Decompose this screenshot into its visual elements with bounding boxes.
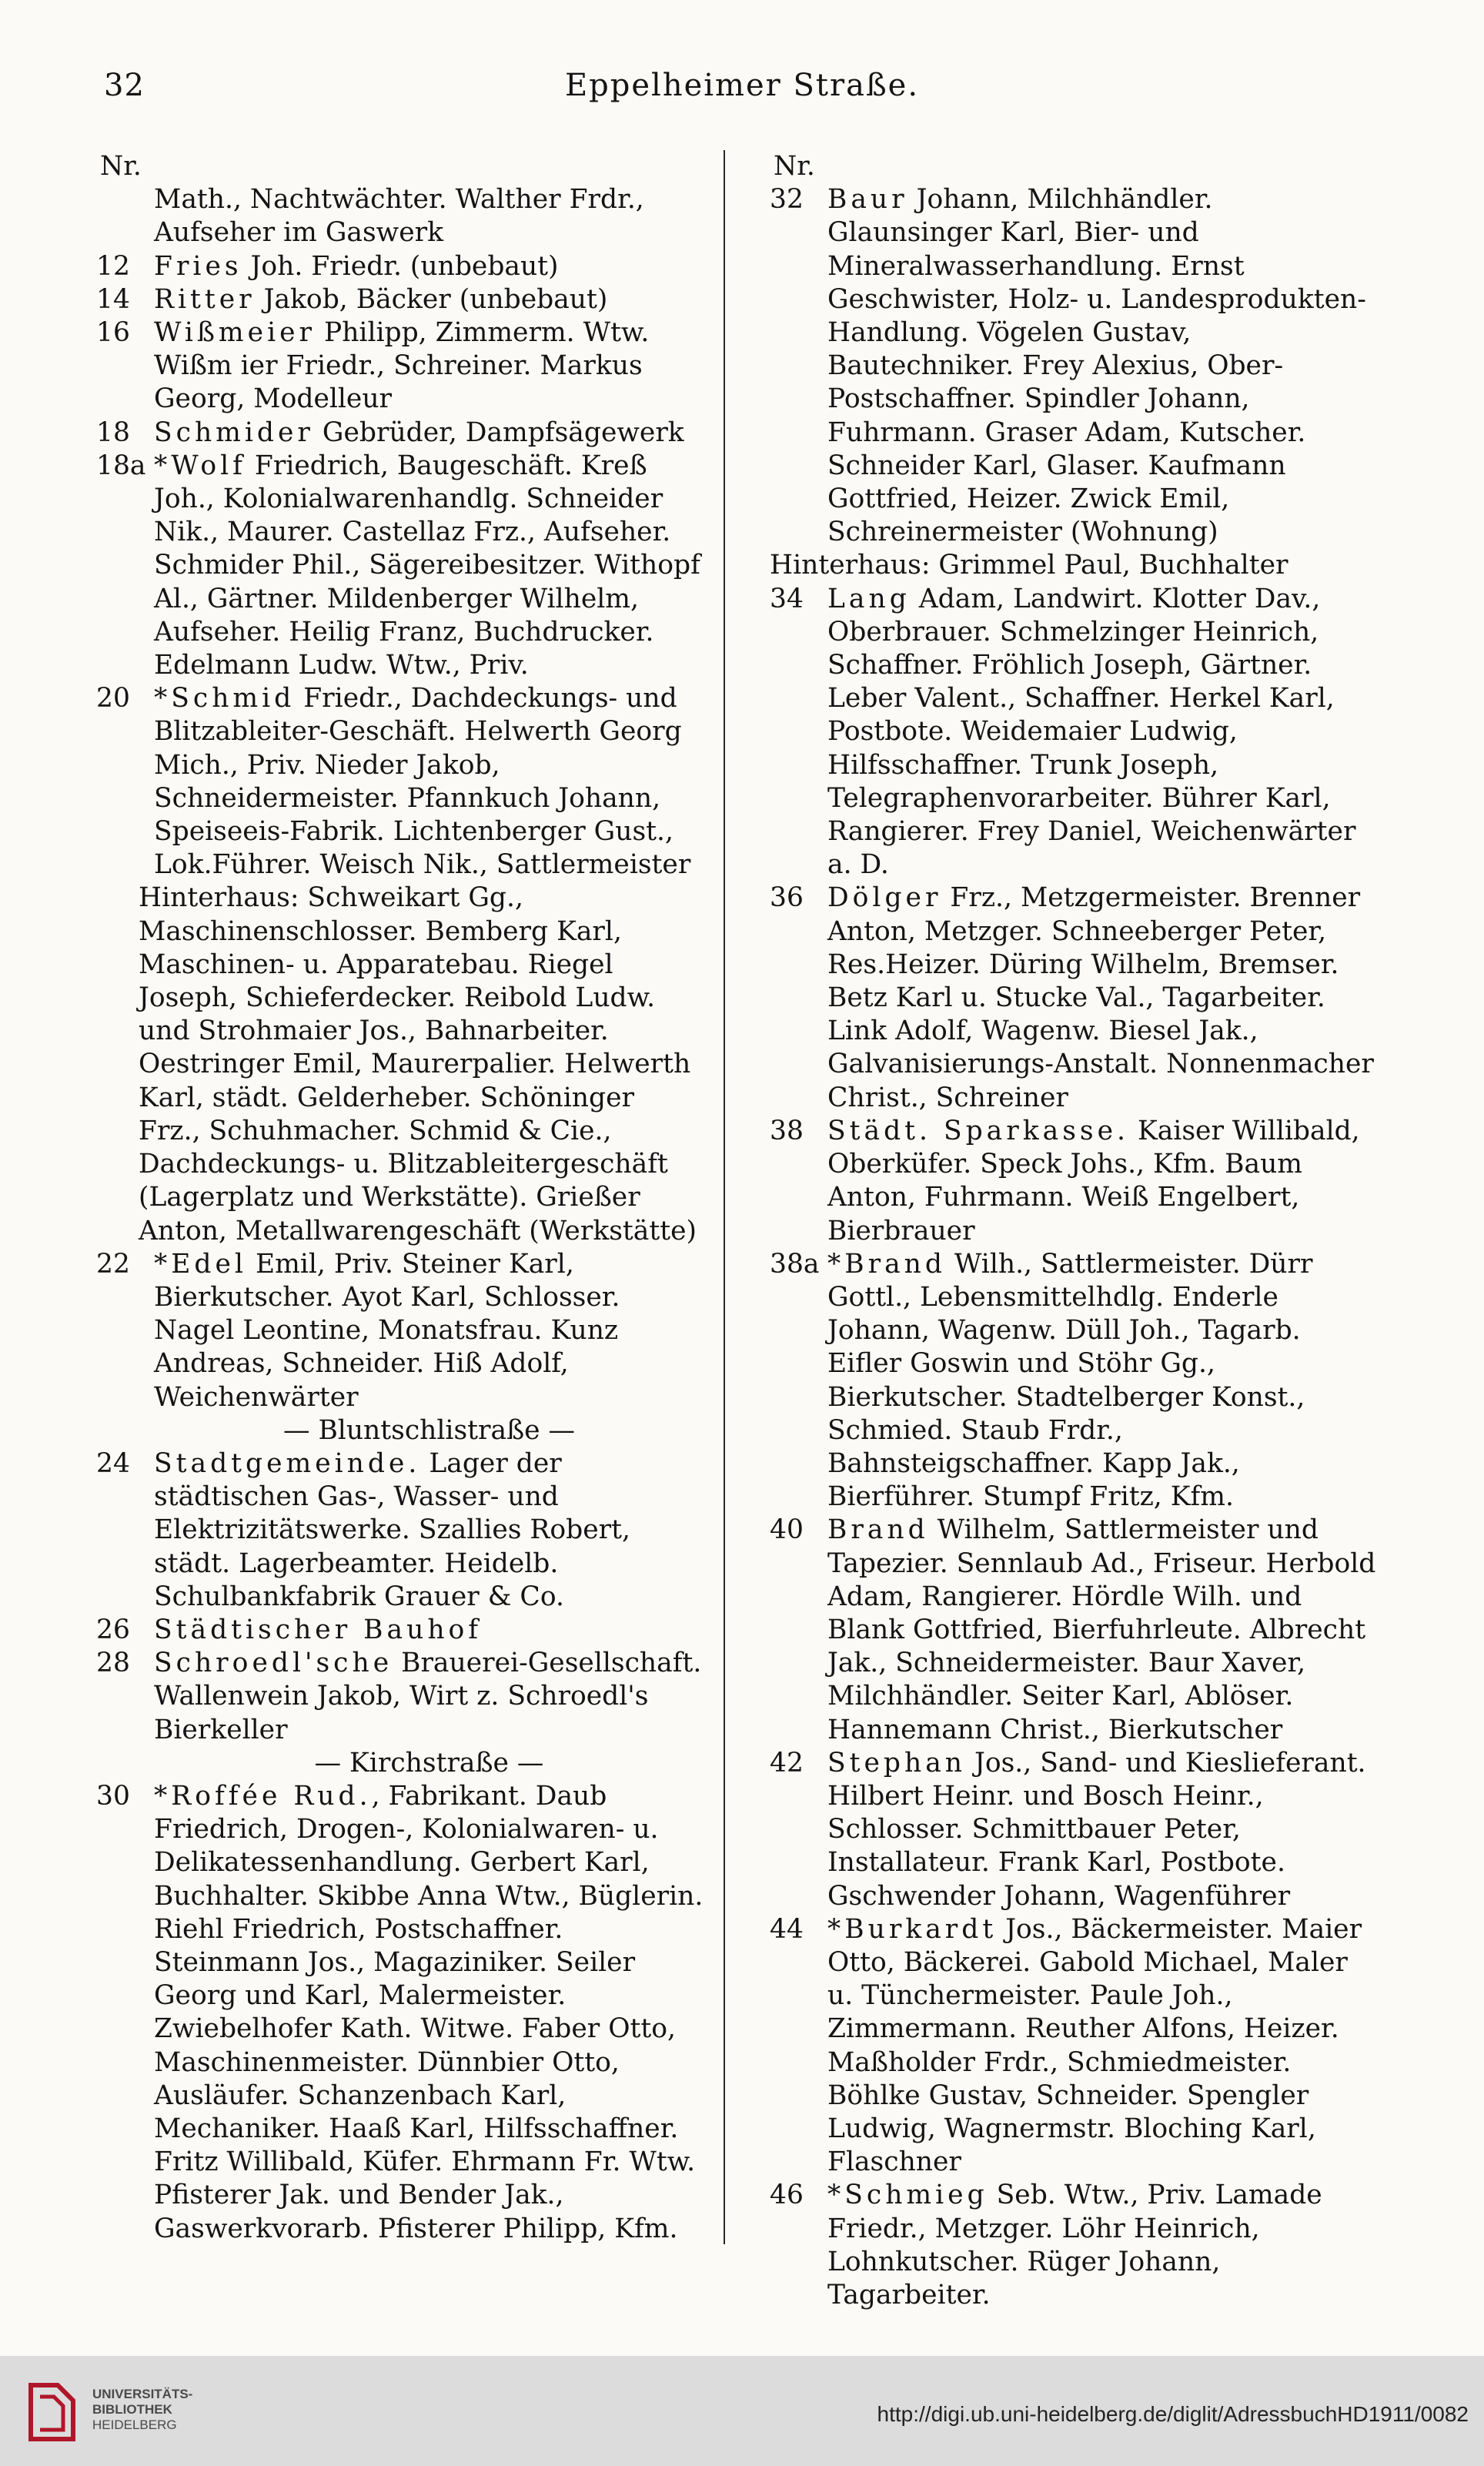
entry-text: Jakob, Bäcker (unbebaut) bbox=[255, 283, 608, 315]
house-number: 28 bbox=[96, 1648, 130, 1679]
entry-text: Emil, Priv. Steiner Karl, Bierkutscher. Ayot Karl, Schlosser. Nagel Leontine, Monatsfrau. Kunz Andreas, Schneider. Hiß Adolf, Weichenwärter bbox=[154, 1248, 620, 1413]
address-entry bbox=[770, 1514, 1378, 1746]
entry-text: Friedrich, Baugeschäft. Kreß Joh., Kolonialwarenhandlg. Schneider Nik., Maurer. Castellaz Frz., Aufseher. Schmider Phil., Sägereibesitzer. Withopf Al., Gärtner. Mildenberger Wilhelm, Aufseher. Heilig Franz, Buchdrucker. Edelmann Ludw. Wtw., Priv. bbox=[154, 450, 700, 681]
permalink-url[interactable]: http://digi.ub.uni-heidelberg.de/diglit/AdressbuchHD1911/0082 bbox=[877, 2402, 1469, 2426]
entry-text: Lager der städtischen Gas-, Wasser- und Elektrizitätswerke. Szallies Robert, städt. Lagerbeamter. Heidelb. Schulbankfabrik Grauer & Co. bbox=[154, 1447, 630, 1612]
house-number: 46 bbox=[770, 2180, 804, 2211]
left-column bbox=[96, 150, 704, 2244]
owner-name: *Wolf bbox=[154, 450, 246, 481]
cross-street-heading: — Bluntschlistraße — bbox=[282, 1414, 576, 1446]
house-number: 12 bbox=[96, 250, 130, 282]
house-number: 36 bbox=[770, 882, 804, 914]
address-entry bbox=[770, 882, 1378, 1114]
library-line: HEIDELBERG bbox=[92, 2417, 177, 2432]
address-entry bbox=[770, 183, 1378, 549]
house-number: 20 bbox=[96, 683, 130, 714]
address-entry bbox=[96, 450, 704, 682]
entry-list bbox=[770, 183, 1378, 549]
column-label: Nr. bbox=[774, 151, 815, 182]
entry-text: Friedr., Dachdeckungs- und Blitzableiter-Geschäft. Helwerth Georg Mich., Priv. Nieder Jakob, Schneidermeister. Pfannkuch Johann, Speiseeis-Fabrik. Lichtenberger Gust., Lok.Führer. Weisch Nik., Sattlermeister bbox=[154, 683, 691, 881]
entry-text: Gebrüder, Dampfsägewerk bbox=[313, 417, 684, 448]
owner-name: Fries bbox=[154, 250, 242, 282]
owner-name: *Brand bbox=[827, 1248, 946, 1280]
library-logo-icon bbox=[15, 2377, 85, 2447]
page-number: 32 bbox=[104, 68, 145, 103]
entry-text: Math., Nachtwächter. Walther Frdr., Aufseher im Gaswerk bbox=[154, 184, 644, 249]
owner-name: Baur bbox=[827, 184, 908, 216]
hinterhaus-entry: Hinterhaus: Schweikart Gg., Maschinenschlosser. Bemberg Karl, Maschinen- u. Apparatebau. Riegel Joseph, Schieferdecker. Reibold Ludw. und Strohmaier Jos., Bahnarbeiter. Oestringer Emil, Maurerpalier. Helwerth Karl, städt. Gelderheber. Schöninger Frz., Schuhmacher. Schmid & Cie., Dachdeckungs- u. Blitzableitergeschäft (Lagerplatz und Werkstätte). Grießer Anton, Metallwarengeschäft (Werkstätte) bbox=[139, 882, 697, 1246]
address-entry bbox=[96, 1447, 704, 1614]
owner-name: Brand bbox=[827, 1514, 929, 1546]
entry-text: Brauerei-Gesellschaft. Wallenwein Jakob, Wirt z. Schroedl's Bierkeller bbox=[154, 1648, 702, 1745]
owner-name: *Roffée Rud. bbox=[154, 1780, 372, 1812]
address-entry bbox=[770, 1913, 1378, 2180]
entry-text: Frz., Metzgermeister. Brenner Anton, Metzger. Schneeberger Peter, Res.Heizer. Düring Wilhelm, Bremser. Betz Karl u. Stucke Val., Tagarbeiter. Link Adolf, Wagenw. Biesel Jak., Galvanisierungs-Anstalt. Nonnenmacher Christ., Schreiner bbox=[827, 882, 1374, 1113]
owner-name: *Burkardt bbox=[827, 1913, 998, 1945]
owner-name: Städtischer Bauhof bbox=[154, 1614, 483, 1645]
page-header bbox=[0, 68, 1484, 114]
address-entry bbox=[770, 583, 1378, 882]
owner-name: Ritter bbox=[154, 283, 256, 315]
library-line: BIBLIOTHEK bbox=[92, 2402, 172, 2417]
entry-text: Johann, Milchhändler. Glaunsinger Karl, Bier- und Mineralwasserhandlung. Ernst Geschwister, Holz- u. Landesprodukten-Handlung. Vögelen Gustav, Bautechniker. Frey Alexius, Ober-Postschaffner. Spindler Johann, Fuhrmann. Graser Adam, Kutscher. Schneider Karl, Glaser. Kaufmann Gottfried, Heizer. Zwick Emil, Schreinermeister (Wohnung) bbox=[827, 184, 1366, 548]
house-number: 40 bbox=[770, 1514, 804, 1546]
column-divider bbox=[724, 150, 725, 2244]
entry-list bbox=[96, 1248, 704, 1414]
address-entry bbox=[96, 316, 704, 417]
owner-name: Stadtgemeinde. bbox=[154, 1447, 421, 1479]
address-entry bbox=[770, 1248, 1378, 1514]
address-entry bbox=[96, 417, 704, 450]
house-number: 38 bbox=[770, 1115, 804, 1146]
entry-text: Kaiser Willibald, Oberküfer. Speck Johs., Kfm. Baum Anton, Fuhrmann. Weiß Engelbert, Bierbrauer bbox=[827, 1115, 1360, 1246]
owner-name: Dölger bbox=[827, 882, 942, 914]
owner-name: Schmider bbox=[154, 417, 314, 448]
house-number: 26 bbox=[96, 1614, 130, 1645]
entry-text: , Fabrikant. Daub Friedrich, Drogen-, Kolonialwaren- u. Delikatessenhandlung. Gerbert Karl, Buchhalter. Skibbe Anna Wtw., Büglerin. Riehl Friedrich, Postschaffner. Steinmann Jos., Magaziniker. Seiler Georg und Karl, Malermeister. Zwiebelhofer Kath. Witwe. Faber Otto, Maschinenmeister. Dünnbier Otto, Ausläufer. Schanzenbach Karl, Mechaniker. Haaß Karl, Hilfsschaffner. Fritz Willibald, Küfer. Ehrmann Fr. Wtw. Pfisterer Jak. und Bender Jak., Gaswerkvorarb. Pfisterer Philipp, Kfm. bbox=[154, 1780, 704, 2244]
owner-name: Lang bbox=[827, 583, 911, 614]
address-entry bbox=[96, 1248, 704, 1414]
right-column bbox=[770, 150, 1378, 2310]
address-entry bbox=[96, 1780, 704, 2246]
owner-name: *Schmieg bbox=[827, 2180, 988, 2211]
entry-list bbox=[96, 250, 704, 882]
house-number: 24 bbox=[96, 1447, 130, 1479]
entry-text: Joh. Friedr. (unbebaut) bbox=[242, 250, 559, 282]
house-number: 42 bbox=[770, 1747, 804, 1778]
owner-name: Stephan bbox=[827, 1747, 967, 1778]
column-label: Nr. bbox=[100, 151, 142, 182]
entry-text: Seb. Wtw., Priv. Lamade Friedr., Metzger. Löhr Heinrich, Lohnkutscher. Rüger Johann, Tagarbeiter. bbox=[827, 2180, 1322, 2310]
entry-text: Wilhelm, Sattlermeister und Tapezier. Sennlaub Ad., Friseur. Herbold Adam, Rangierer. Hördle Wilh. und Blank Gottfried, Bierfuhrleute. Albrecht Jak., Schneidermeister. Baur Xaver, Milchhändler. Seiter Karl, Ablöser. Hannemann Christ., Bierkutscher bbox=[827, 1514, 1376, 1745]
house-number: 16 bbox=[96, 317, 130, 349]
owner-name: Städt. Sparkasse. bbox=[827, 1115, 1129, 1146]
entry-list bbox=[770, 583, 1378, 2313]
address-entry bbox=[96, 682, 704, 882]
address-entry bbox=[96, 283, 704, 316]
entry-text: Wilh., Sattlermeister. Dürr Gottl., Lebensmittelhdlg. Enderle Johann, Wagenw. Düll Joh., Tagarb. Eifler Goswin und Stöhr Gg., Bierkutscher. Stadtelberger Konst., Schmied. Staub Frdr., Bahnsteigschaffner. Kapp Jak., Bierführer. Stumpf Fritz, Kfm. bbox=[827, 1248, 1313, 1513]
house-number: 44 bbox=[770, 1913, 804, 1945]
address-entry bbox=[96, 1614, 704, 1647]
house-number: 30 bbox=[96, 1780, 130, 1812]
library-line: UNIVERSITÄTS- bbox=[92, 2387, 193, 2401]
address-entry bbox=[770, 2179, 1378, 2312]
house-number: 14 bbox=[96, 283, 130, 315]
house-number: 18a bbox=[96, 450, 146, 481]
entry-text: Jos., Bäckermeister. Maier Otto, Bäckerei. Gabold Michael, Maler u. Tünchermeister. Paule Joh., Zimmermann. Reuther Alfons, Heizer. Maßholder Frdr., Schmiedmeister. Böhlke Gustav, Schneider. Spengler Ludwig, Wagnermstr. Bloching Karl, Flaschner bbox=[827, 1913, 1362, 2178]
owner-name: *Schmid bbox=[154, 683, 296, 714]
cross-street-heading: — Kirchstraße — bbox=[314, 1747, 544, 1778]
address-entry bbox=[770, 1115, 1378, 1248]
library-name bbox=[92, 2387, 192, 2433]
entry-text: Philipp, Zimmerm. Wtw. Wißm ier Friedr., Schreiner. Markus Georg, Modelleur bbox=[154, 317, 650, 415]
hinterhaus-entry: Hinterhaus: Grimmel Paul, Buchhalter bbox=[770, 550, 1288, 581]
house-number: 18 bbox=[96, 417, 130, 448]
owner-name: *Edel bbox=[154, 1248, 247, 1280]
address-entry bbox=[96, 1647, 704, 1747]
entry-text: Adam, Landwirt. Klotter Dav., Oberbrauer. Schmelzinger Heinrich, Schaffner. Fröhlich Joseph, Gärtner. Leber Valent., Schaffner. Herkel Karl, Postbote. Weidemaier Ludwig, Hilfsschaffner. Trunk Joseph, Telegraphenvorarbeiter. Bührer Karl, Rangierer. Frey Daniel, Weichenwärter a. D. bbox=[827, 583, 1356, 881]
house-number: 22 bbox=[96, 1248, 130, 1280]
address-entry bbox=[770, 1747, 1378, 1913]
entry-text: Jos., Sand- und Kieslieferant. Hilbert Heinr. und Bosch Heinr., Schlosser. Schmittbauer Peter, Installateur. Frank Karl, Postbote. Gschwender Johann, Wagenführer bbox=[827, 1747, 1366, 1912]
entry-list bbox=[96, 1780, 704, 2246]
owner-name: Wißmeier bbox=[154, 317, 316, 349]
owner-name: Schroedl'sche bbox=[154, 1648, 393, 1679]
house-number: 34 bbox=[770, 583, 804, 614]
viewer-footer bbox=[0, 2356, 1484, 2466]
running-head: Eppelheimer Straße. bbox=[564, 68, 920, 103]
house-number: 38a bbox=[770, 1248, 820, 1280]
entry-list bbox=[96, 1447, 704, 1747]
address-entry bbox=[96, 250, 704, 283]
continued-entry bbox=[96, 183, 704, 249]
house-number: 32 bbox=[770, 184, 804, 216]
